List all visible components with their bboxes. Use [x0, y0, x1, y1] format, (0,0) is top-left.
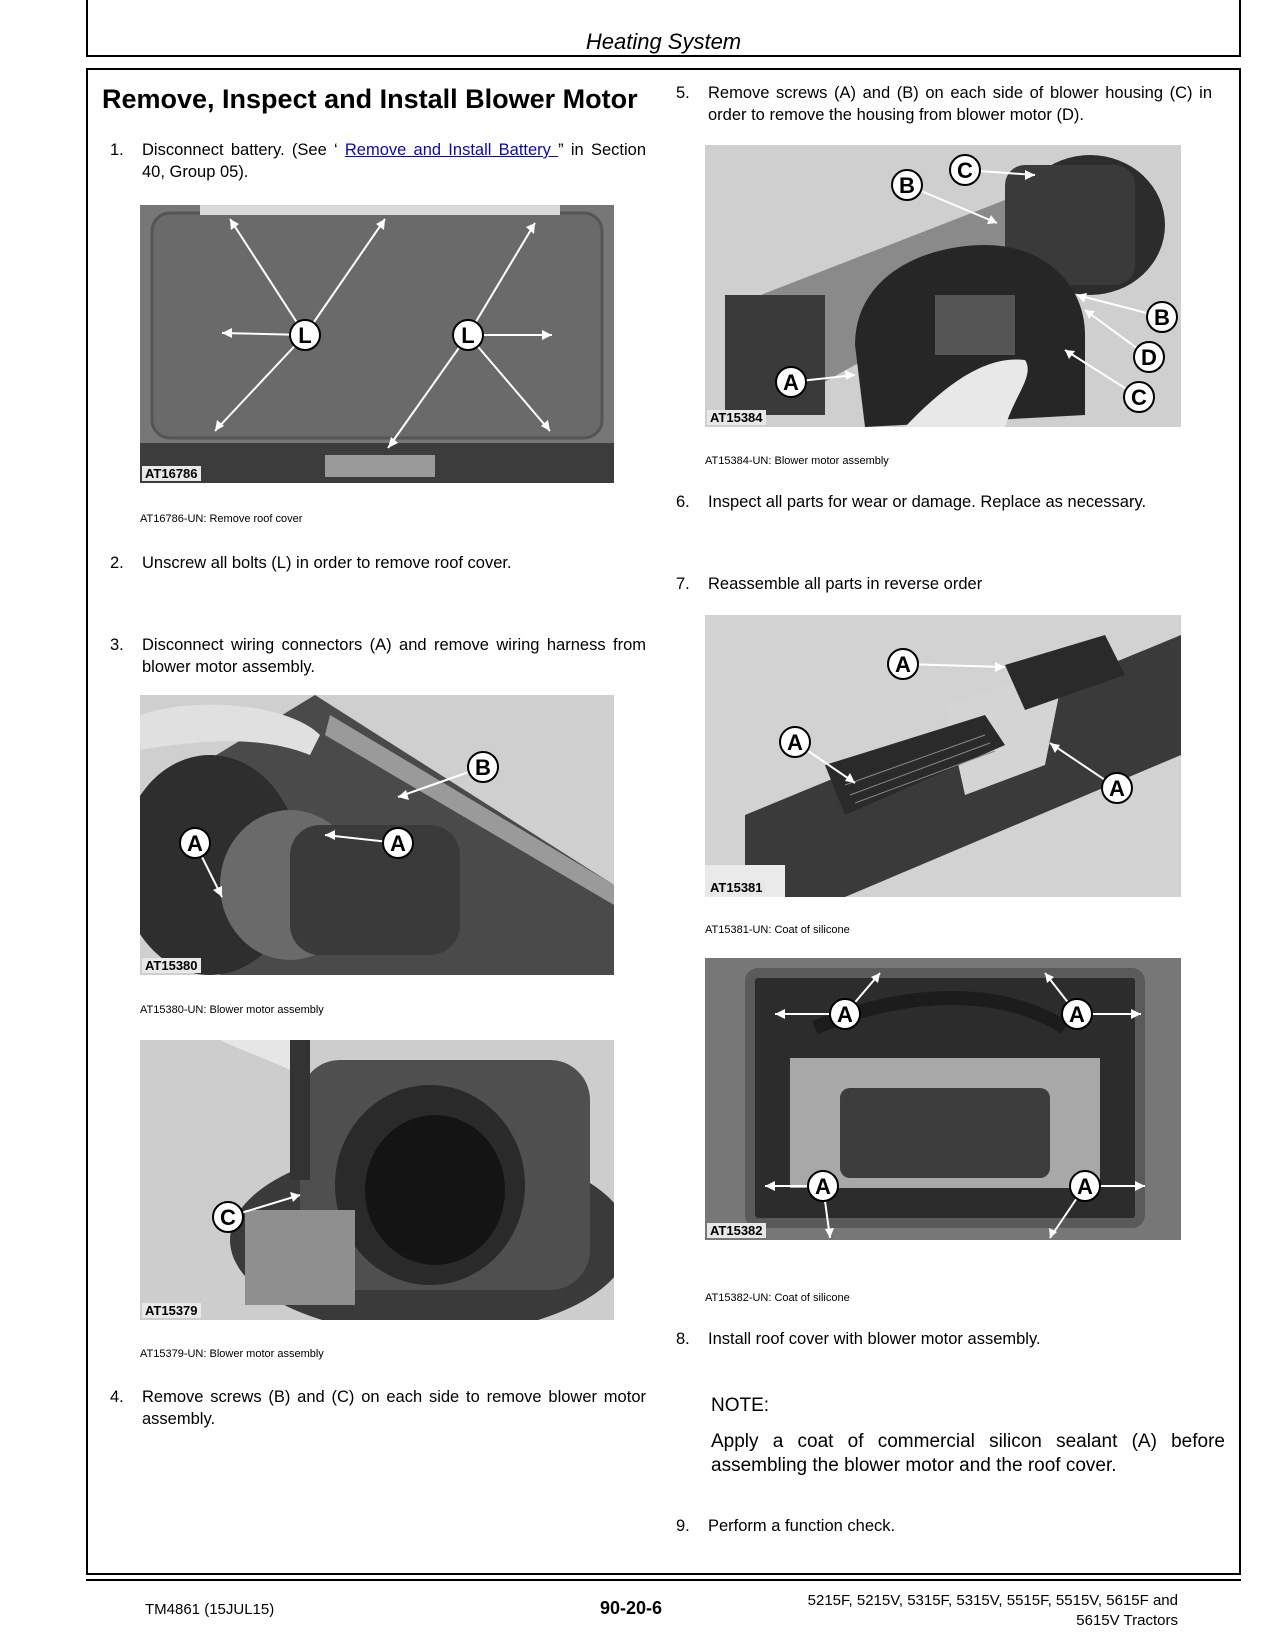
callout-a: A — [187, 831, 203, 856]
callout-a: A — [837, 1002, 853, 1027]
figure-id: AT15379 — [142, 1303, 201, 1318]
step-6 — [676, 491, 1212, 515]
callout-a: A — [1069, 1002, 1085, 1027]
footer-models — [808, 1591, 1178, 1631]
page-heading: Remove, Inspect and Install Blower Motor — [102, 84, 638, 114]
step-2 — [110, 552, 646, 576]
step-number: 7. — [676, 575, 690, 593]
callout-a: A — [1109, 776, 1125, 801]
callout-b: B — [475, 755, 491, 780]
step-text: Perform a function check. — [708, 1517, 896, 1535]
step-8 — [676, 1328, 1212, 1352]
footer-models-line-1: 5215F, 5215V, 5315F, 5315V, 5515F, 5515V, 5615F and — [807, 1592, 1178, 1609]
callout-b: B — [899, 173, 915, 198]
blower-screws-photo — [140, 1040, 614, 1320]
step-text: Remove screws (A) and (B) on each side of blower housing (C) in order to remove the housing from blower motor (D). — [708, 84, 1212, 124]
footer-doc-number: TM4861 (15JUL15) — [145, 1601, 275, 1618]
step-text: Remove screws (B) and (C) on each side to remove blower motor assembly. — [142, 1388, 646, 1428]
step-number: 8. — [676, 1330, 690, 1348]
callout-a: A — [390, 831, 406, 856]
wiring-connectors-photo — [140, 695, 614, 975]
footer-models-line-2: 5615V Tractors — [1076, 1612, 1178, 1629]
step-7 — [676, 573, 1212, 597]
callout-a: A — [815, 1174, 831, 1199]
callout-c: C — [220, 1205, 236, 1230]
remove-install-battery-link[interactable]: Remove and Install Battery — [344, 141, 559, 159]
callout-b: B — [1154, 305, 1170, 330]
figure-id: AT15381 — [707, 880, 766, 895]
step-text: Reassemble all parts in reverse order — [708, 575, 983, 593]
callout-l: L — [461, 323, 475, 348]
step-text: Disconnect wiring connectors (A) and remove wiring harness from blower motor assembly. — [142, 636, 646, 676]
step-number: 6. — [676, 493, 690, 511]
silicone-coat-illustration-2 — [705, 958, 1181, 1240]
step-3 — [110, 634, 646, 684]
step-text: Install roof cover with blower motor assembly. — [708, 1330, 1041, 1348]
callout-c: C — [957, 158, 973, 183]
silicone-coat-photo-1 — [705, 615, 1181, 897]
roof-cover-illustration — [140, 205, 614, 483]
figure-id: AT16786 — [142, 466, 201, 481]
blower-housing-photo — [705, 145, 1181, 427]
callout-d: D — [1141, 345, 1157, 370]
step-1 — [110, 139, 646, 189]
step-number: 2. — [110, 554, 124, 572]
figure-caption: AT15382-UN: Coat of silicone — [705, 1292, 850, 1304]
footer-rule — [86, 1579, 1241, 1581]
figure-caption: AT15384-UN: Blower motor assembly — [705, 455, 889, 467]
step-number: 9. — [676, 1517, 690, 1535]
figure-id: AT15380 — [142, 958, 201, 973]
section-title: Heating System — [585, 29, 742, 54]
silicone-coat-illustration-1 — [705, 615, 1181, 897]
figure-caption: AT16786-UN: Remove roof cover — [140, 513, 303, 525]
step-4 — [110, 1386, 646, 1436]
step-text: Unscrew all bolts (L) in order to remove roof cover. — [142, 554, 512, 572]
step-number: 5. — [676, 84, 690, 102]
figure-id: AT15382 — [707, 1223, 766, 1238]
step-text: Disconnect battery. (See ‘ Remove and Install Battery ” in Section 40, Group 05). — [142, 141, 646, 181]
step-9 — [676, 1515, 1212, 1539]
footer-page-number: 90-20-6 — [600, 1598, 663, 1618]
step-5 — [676, 82, 1212, 132]
callout-l: L — [298, 323, 312, 348]
callout-c: C — [1131, 385, 1147, 410]
step-text: Inspect all parts for wear or damage. Replace as necessary. — [708, 493, 1147, 511]
figure-caption: AT15380-UN: Blower motor assembly — [140, 1004, 324, 1016]
callout-a: A — [895, 652, 911, 677]
figure-caption: AT15381-UN: Coat of silicone — [705, 924, 850, 936]
figure-caption: AT15379-UN: Blower motor assembly — [140, 1348, 324, 1360]
callout-a: A — [1077, 1174, 1093, 1199]
roof-cover-photo — [140, 205, 614, 483]
callout-a: A — [783, 370, 799, 395]
callout-a: A — [787, 730, 803, 755]
note-text: Apply a coat of commercial silicon sealant (A) before assembling the blower motor and the roof cover. — [711, 1431, 1225, 1476]
silicone-coat-photo-2 — [705, 958, 1181, 1240]
note-label: NOTE: — [711, 1395, 770, 1416]
step-number: 1. — [110, 141, 124, 159]
step-number: 4. — [110, 1388, 124, 1406]
blower-housing-illustration — [705, 145, 1181, 427]
figure-id: AT15384 — [707, 410, 766, 425]
blower-screws-illustration — [140, 1040, 614, 1320]
wiring-connectors-illustration — [140, 695, 614, 975]
step-number: 3. — [110, 636, 124, 654]
